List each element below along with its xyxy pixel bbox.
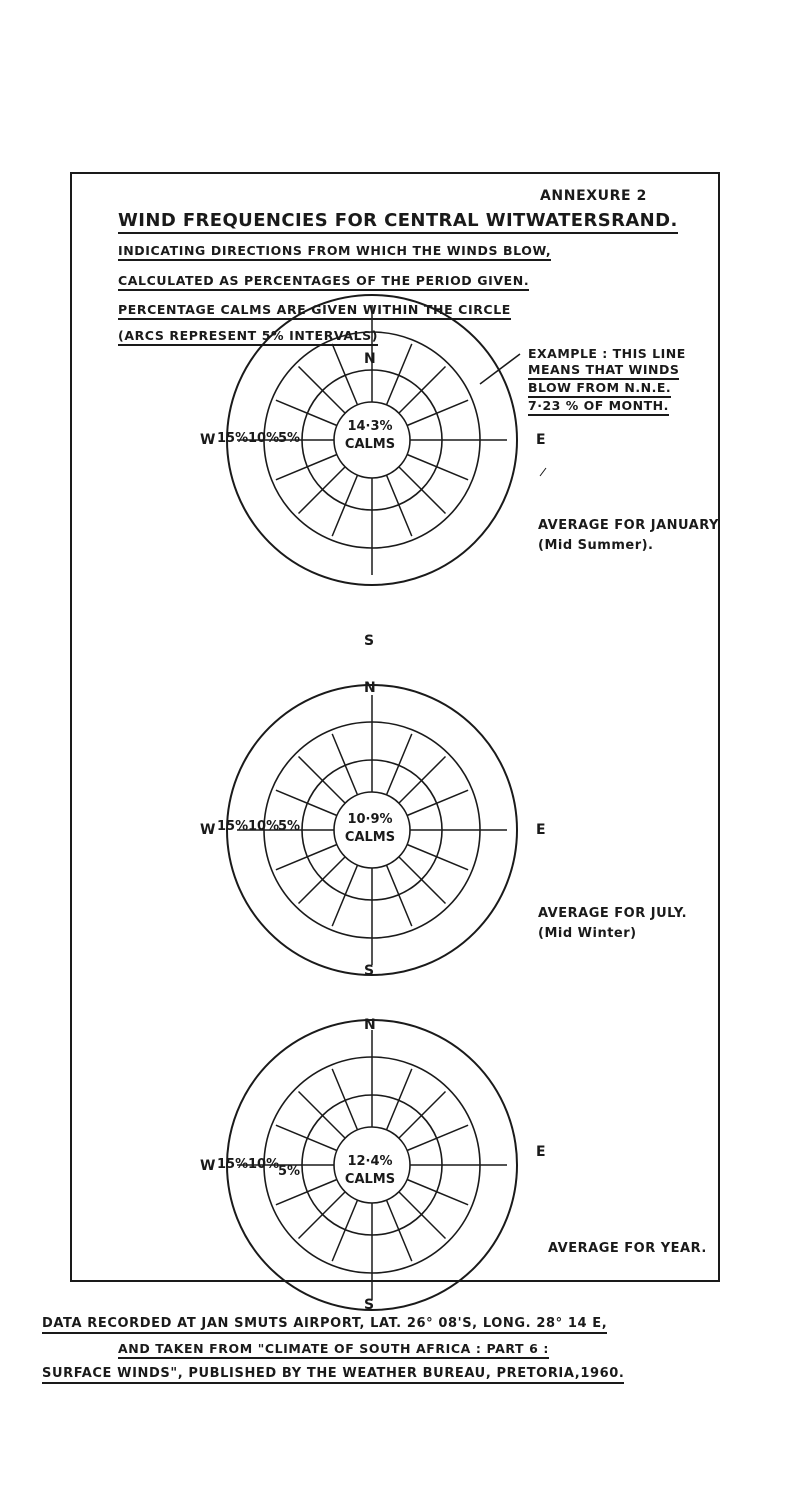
- example-pointer-line: [480, 354, 520, 384]
- rose-3-north-label: N: [364, 1017, 376, 1033]
- rose-2-east-label: E: [536, 822, 546, 838]
- rose-2-north-label: N: [364, 680, 376, 696]
- rose-3-calm-text: CALMS: [344, 1172, 396, 1187]
- rose-3-scale-15: 15%: [217, 1157, 249, 1172]
- rose-1-caption-line-2: (Mid Summer).: [538, 538, 654, 553]
- description-line-3: PERCENTAGE CALMS ARE GIVEN WITHIN THE CIRCLE: [118, 302, 511, 320]
- rose-2-scale-5: 5%: [278, 819, 301, 834]
- rose-3-direction-line-8: [387, 1200, 412, 1261]
- rose-2-direction-line-4: [407, 790, 468, 815]
- example-note-line-4: 7·23 % OF MONTH.: [528, 398, 669, 416]
- rose-2-south-label: S: [364, 963, 375, 979]
- east-pointer-mark: [540, 468, 546, 476]
- rose-3-calm-label: [335, 1153, 405, 1189]
- annexure-label: ANNEXURE 2: [540, 188, 647, 204]
- rose-3-direction-line-14: [276, 1125, 337, 1150]
- rose-3-west-label: W: [200, 1158, 216, 1174]
- rose-1-direction-line-12: [276, 455, 337, 480]
- rose-1-direction-line-15: [299, 367, 346, 414]
- rose-2-direction-line-8: [387, 865, 412, 926]
- rose-3-east-label: E: [536, 1144, 546, 1160]
- rose-1-direction-line-11: [299, 467, 346, 514]
- rose-3-scale-10: 10%: [248, 1157, 280, 1172]
- rose-1-direction-line-4: [407, 400, 468, 425]
- rose-3-direction-line-11: [299, 1192, 346, 1239]
- footer-line-2: AND TAKEN FROM "CLIMATE OF SOUTH AFRICA : PART 6 :: [118, 1341, 549, 1359]
- rose-2-calm-label: [335, 811, 405, 847]
- rose-2-scale-15: 15%: [217, 819, 249, 834]
- rose-3-direction-line-7: [399, 1192, 446, 1239]
- rose-1-calm-text: CALMS: [344, 437, 396, 452]
- rose-1-direction-line-16: [332, 344, 357, 405]
- rose-3-direction-line-2: [387, 1069, 412, 1130]
- rose-2-direction-line-16: [332, 734, 357, 795]
- rose-1-scale-5: 5%: [278, 431, 301, 446]
- rose-2-direction-line-14: [276, 790, 337, 815]
- rose-1-north-label: N: [364, 351, 376, 367]
- rose-1-calm-label: [335, 418, 405, 454]
- rose-1-south-label: S: [364, 633, 375, 649]
- rose-1-direction-line-8: [387, 475, 412, 536]
- rose-1-direction-line-2: [387, 344, 412, 405]
- rose-2-direction-line-2: [387, 734, 412, 795]
- example-note-line-2: MEANS THAT WINDS: [528, 362, 679, 380]
- example-note-line-3: BLOW FROM N.N.E.: [528, 380, 671, 398]
- rose-2-caption-line-1: AVERAGE FOR JULY.: [538, 906, 688, 921]
- rose-3-direction-line-10: [332, 1200, 357, 1261]
- rose-2-calm-text: CALMS: [344, 830, 396, 845]
- rose-3-scale-5: 5%: [278, 1164, 301, 1179]
- rose-2-direction-line-11: [299, 857, 346, 904]
- rose-3-caption-line-1: AVERAGE FOR YEAR.: [548, 1241, 707, 1256]
- page-title: WIND FREQUENCIES FOR CENTRAL WITWATERSRAND.: [118, 210, 678, 234]
- rose-1-scale-10: 10%: [248, 431, 280, 446]
- rose-3-direction-line-12: [276, 1180, 337, 1205]
- rose-3-direction-line-15: [299, 1092, 346, 1139]
- rose-1-direction-line-6: [407, 455, 468, 480]
- rose-2-scale-10: 10%: [248, 819, 280, 834]
- rose-2-direction-line-6: [407, 845, 468, 870]
- rose-1-scale-15: 15%: [217, 431, 249, 446]
- rose-3-south-label: S: [364, 1297, 375, 1313]
- rose-2-direction-line-7: [399, 857, 446, 904]
- rose-1-east-label: E: [536, 432, 546, 448]
- rose-2-caption-line-2: (Mid Winter): [538, 926, 637, 941]
- rose-2-direction-line-10: [332, 865, 357, 926]
- example-note-line-1: EXAMPLE : THIS LINE: [528, 346, 686, 361]
- rose-1-caption-line-1: AVERAGE FOR JANUARY: [538, 518, 719, 533]
- rose-3-calm-pct: 12·4%: [347, 1154, 393, 1169]
- description-line-1: INDICATING DIRECTIONS FROM WHICH THE WINDS BLOW,: [118, 243, 551, 261]
- footer-line-3: SURFACE WINDS", PUBLISHED BY THE WEATHER BUREAU, PRETORIA,1960.: [42, 1366, 624, 1384]
- description-line-2: CALCULATED AS PERCENTAGES OF THE PERIOD GIVEN.: [118, 273, 529, 291]
- footer-line-1: DATA RECORDED AT JAN SMUTS AIRPORT, LAT. 26° 08'S, LONG. 28° 14 E,: [42, 1316, 607, 1334]
- rose-1-direction-line-14: [276, 400, 337, 425]
- rose-1-direction-line-3: [399, 367, 446, 414]
- rose-1-west-label: W: [200, 432, 216, 448]
- rose-1-calm-pct: 14·3%: [347, 419, 393, 434]
- description-line-4: (ARCS REPRESENT 5% INTERVALS): [118, 328, 378, 346]
- rose-3-direction-line-4: [407, 1125, 468, 1150]
- rose-3-direction-line-6: [407, 1180, 468, 1205]
- rose-2-direction-line-3: [399, 757, 446, 804]
- rose-2-direction-line-15: [299, 757, 346, 804]
- rose-2-west-label: W: [200, 822, 216, 838]
- rose-3-direction-line-16: [332, 1069, 357, 1130]
- rose-2-direction-line-12: [276, 845, 337, 870]
- rose-3-direction-line-3: [399, 1092, 446, 1139]
- rose-1-direction-line-10: [332, 475, 357, 536]
- rose-1-direction-line-7: [399, 467, 446, 514]
- rose-2-calm-pct: 10·9%: [347, 812, 393, 827]
